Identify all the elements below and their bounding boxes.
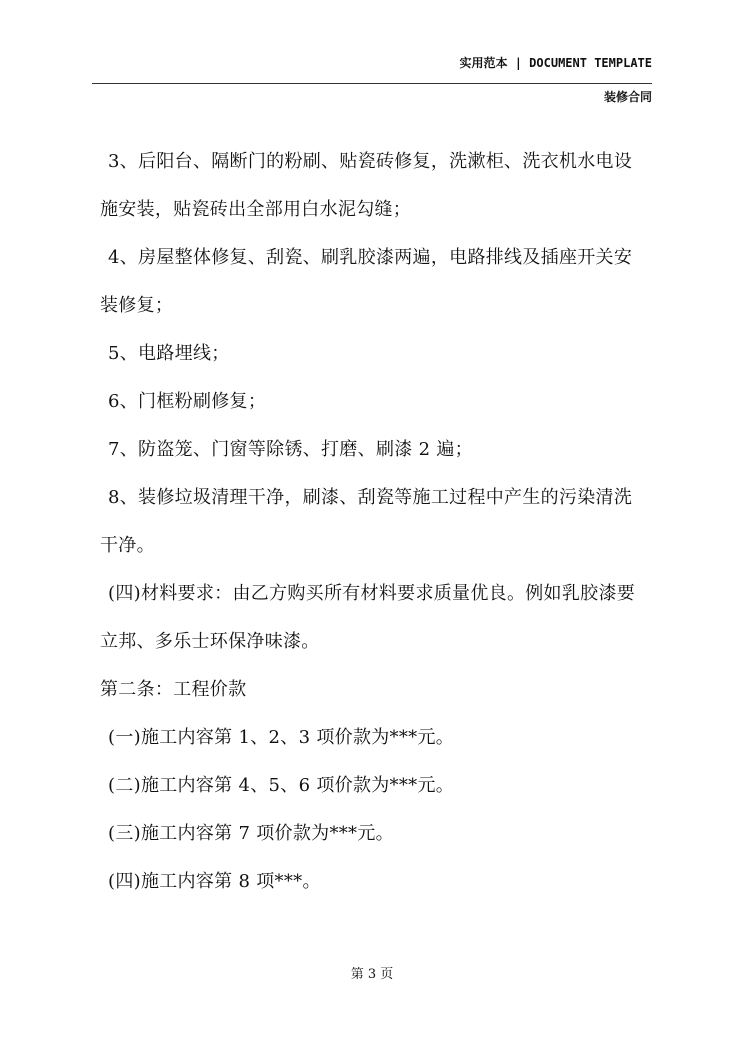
header-title: 实用范本 | DOCUMENT TEMPLATE <box>459 56 652 70</box>
item-4-line-2: 装修复； <box>100 295 174 316</box>
item-5: 5、电路埋线； <box>108 343 230 364</box>
item-3-line-2: 施安装，贴瓷砖出全部用白水泥勾缝； <box>100 199 412 220</box>
item-7: 7、防盗笼、门窗等除锈、打磨、刷漆 2 遍； <box>108 439 473 460</box>
header-divider <box>92 83 652 84</box>
price-item-2: (二)施工内容第 4、5、6 项价款为***元。 <box>108 775 455 796</box>
page-number: 第 3 页 <box>350 967 394 982</box>
item-8-line-1: 8、装修垃圾清理干净，刷漆、刮瓷等施工过程中产生的污染清洗 <box>108 487 633 508</box>
section-heading-price: 第二条：工程价款 <box>100 679 247 700</box>
item-8-line-2: 干净。 <box>100 535 155 556</box>
price-item-1: (一)施工内容第 1、2、3 项价款为***元。 <box>108 727 455 748</box>
material-requirements-line-2: 立邦、多乐士环保净味漆。 <box>100 631 320 652</box>
item-3-line-1: 3、后阳台、隔断门的粉刷、贴瓷砖修复，洗漱柜、洗衣机水电设 <box>108 151 633 172</box>
material-requirements-line-1: (四)材料要求：由乙方购买所有材料要求质量优良。例如乳胶漆要 <box>108 583 636 604</box>
price-item-3: (三)施工内容第 7 项价款为***元。 <box>108 823 394 844</box>
price-item-4: (四)施工内容第 8 项***。 <box>108 871 321 892</box>
header-doc-type: 装修合同 <box>603 90 652 104</box>
item-4-line-1: 4、房屋整体修复、刮瓷、刷乳胶漆两遍，电路排线及插座开关安 <box>108 247 633 268</box>
item-6: 6、门框粉刷修复； <box>108 391 267 412</box>
document-body <box>100 138 660 906</box>
